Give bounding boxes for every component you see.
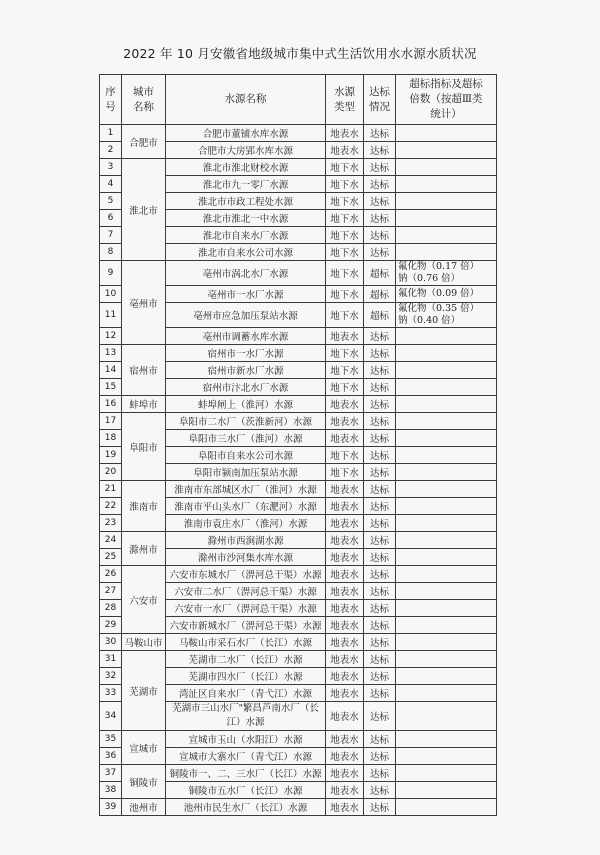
source-name: 淮南市平山头水厂（东淝河）水源 xyxy=(166,498,326,515)
exceedance-details xyxy=(396,702,497,731)
city-name: 淮北市 xyxy=(122,159,166,261)
source-name: 蚌埠闸上（淮河）水源 xyxy=(166,396,326,413)
table-row xyxy=(100,261,497,286)
compliance-status: 达标 xyxy=(364,210,396,227)
source-type: 地下水 xyxy=(326,447,364,464)
exceedance-details xyxy=(396,430,497,447)
exceedance-details xyxy=(396,765,497,782)
city-name: 蚌埠市 xyxy=(122,396,166,413)
compliance-status: 达标 xyxy=(364,430,396,447)
source-type: 地下水 xyxy=(326,345,364,362)
compliance-status: 达标 xyxy=(364,481,396,498)
row-number: 8 xyxy=(100,244,122,261)
source-name: 淮北市淮北财校水源 xyxy=(166,159,326,176)
row-number: 36 xyxy=(100,748,122,765)
row-number: 2 xyxy=(100,142,122,159)
source-name: 宿州市一水厂水源 xyxy=(166,345,326,362)
table-row xyxy=(100,651,497,668)
row-number: 30 xyxy=(100,634,122,651)
exceedance-details xyxy=(396,481,497,498)
compliance-status: 达标 xyxy=(364,617,396,634)
exceedance-details xyxy=(396,464,497,481)
row-number: 29 xyxy=(100,617,122,634)
exceedance-details xyxy=(396,176,497,193)
compliance-status: 达标 xyxy=(364,396,396,413)
source-type: 地下水 xyxy=(326,379,364,396)
row-number: 3 xyxy=(100,159,122,176)
source-name: 铜陵市五水厂（长江）水源 xyxy=(166,782,326,799)
row-number: 38 xyxy=(100,782,122,799)
source-name: 芜湖市二水厂（长江）水源 xyxy=(166,651,326,668)
table-row xyxy=(100,125,497,142)
compliance-status: 达标 xyxy=(364,702,396,731)
header-row xyxy=(100,75,497,125)
compliance-status: 达标 xyxy=(364,159,396,176)
exceedance-details xyxy=(396,142,497,159)
source-name: 六安市东城水厂（淠河总干渠）水源 xyxy=(166,566,326,583)
exceedance-details xyxy=(396,413,497,430)
source-type: 地表水 xyxy=(326,396,364,413)
table-row xyxy=(100,396,497,413)
compliance-status: 达标 xyxy=(364,685,396,702)
source-type: 地表水 xyxy=(326,748,364,765)
exceedance-details xyxy=(396,515,497,532)
row-number: 11 xyxy=(100,303,122,328)
compliance-status: 达标 xyxy=(364,176,396,193)
source-name: 淮北市市政工程处水源 xyxy=(166,193,326,210)
compliance-status: 超标 xyxy=(364,303,396,328)
row-number: 21 xyxy=(100,481,122,498)
source-type: 地表水 xyxy=(326,668,364,685)
exceedance-details xyxy=(396,617,497,634)
table-row xyxy=(100,159,497,176)
row-number: 34 xyxy=(100,702,122,731)
city-name: 宿州市 xyxy=(122,345,166,396)
source-name: 六安市一水厂（淠河总干渠）水源 xyxy=(166,600,326,617)
exceedance-details xyxy=(396,286,497,303)
row-number: 18 xyxy=(100,430,122,447)
compliance-status: 达标 xyxy=(364,142,396,159)
source-type: 地下水 xyxy=(326,176,364,193)
exceedance-details xyxy=(396,549,497,566)
compliance-status: 达标 xyxy=(364,634,396,651)
row-number: 39 xyxy=(100,799,122,816)
compliance-status: 达标 xyxy=(364,227,396,244)
header-index: 序 号 xyxy=(100,75,122,125)
source-type: 地下水 xyxy=(326,244,364,261)
source-name: 六安市新城水厂（淠河总干渠）水源 xyxy=(166,617,326,634)
row-number: 32 xyxy=(100,668,122,685)
source-type: 地表水 xyxy=(326,532,364,549)
source-name: 淮北市淮北一中水源 xyxy=(166,210,326,227)
table-row xyxy=(100,345,497,362)
exceedance-item: 氟化物（0.35 倍） xyxy=(398,303,480,314)
table-row xyxy=(100,799,497,816)
source-name: 阜阳市颍南加压泵站水源 xyxy=(166,464,326,481)
city-name: 池州市 xyxy=(122,799,166,816)
source-name: 淮南市东部城区水厂（淮河）水源 xyxy=(166,481,326,498)
row-number: 23 xyxy=(100,515,122,532)
row-number: 15 xyxy=(100,379,122,396)
compliance-status: 达标 xyxy=(364,328,396,345)
compliance-status: 达标 xyxy=(364,244,396,261)
row-number: 5 xyxy=(100,193,122,210)
compliance-status: 达标 xyxy=(364,668,396,685)
compliance-status: 超标 xyxy=(364,261,396,286)
compliance-status: 达标 xyxy=(364,651,396,668)
row-number: 4 xyxy=(100,176,122,193)
source-type: 地下水 xyxy=(326,464,364,481)
source-type: 地下水 xyxy=(326,261,364,286)
compliance-status: 达标 xyxy=(364,782,396,799)
source-type: 地下水 xyxy=(326,193,364,210)
exceedance-details xyxy=(396,227,497,244)
row-number: 17 xyxy=(100,413,122,430)
row-number: 35 xyxy=(100,731,122,748)
city-name: 铜陵市 xyxy=(122,765,166,799)
water-quality-table xyxy=(99,74,497,816)
source-type: 地下水 xyxy=(326,159,364,176)
row-number: 12 xyxy=(100,328,122,345)
source-name: 芜湖市三山水厂"繁昌芦南水厂（长江）水源 xyxy=(166,702,326,731)
exceedance-details xyxy=(396,193,497,210)
source-name: 淮北市九一零厂水源 xyxy=(166,176,326,193)
source-name: 阜阳市二水厂（茨淮新河）水源 xyxy=(166,413,326,430)
exceedance-details xyxy=(396,782,497,799)
compliance-status: 达标 xyxy=(364,379,396,396)
source-name: 宿州市新水厂水源 xyxy=(166,362,326,379)
source-type: 地表水 xyxy=(326,685,364,702)
source-type: 地表水 xyxy=(326,413,364,430)
row-number: 20 xyxy=(100,464,122,481)
row-number: 26 xyxy=(100,566,122,583)
compliance-status: 达标 xyxy=(364,362,396,379)
source-name: 亳州市一水厂水源 xyxy=(166,286,326,303)
source-type: 地下水 xyxy=(326,286,364,303)
exceedance-details xyxy=(396,379,497,396)
source-type: 地下水 xyxy=(326,210,364,227)
source-type: 地表水 xyxy=(326,566,364,583)
source-name: 铜陵市一、二、三水厂（长江）水源 xyxy=(166,765,326,782)
row-number: 25 xyxy=(100,549,122,566)
source-name: 淮南市袁庄水厂（淮河）水源 xyxy=(166,515,326,532)
header-city: 城市 名称 xyxy=(122,75,166,125)
row-number: 28 xyxy=(100,600,122,617)
source-name: 芜湖市四水厂（长江）水源 xyxy=(166,668,326,685)
row-number: 22 xyxy=(100,498,122,515)
compliance-status: 达标 xyxy=(364,731,396,748)
source-type: 地表水 xyxy=(326,600,364,617)
source-type: 地表水 xyxy=(326,799,364,816)
exceedance-item: 钠（0.76 倍） xyxy=(398,273,461,284)
table-row xyxy=(100,634,497,651)
city-name: 滁州市 xyxy=(122,532,166,566)
source-name: 亳州市涡北水厂水源 xyxy=(166,261,326,286)
source-type: 地表水 xyxy=(326,125,364,142)
compliance-status: 达标 xyxy=(364,447,396,464)
source-type: 地表水 xyxy=(326,651,364,668)
exceedance-details xyxy=(396,362,497,379)
exceedance-details xyxy=(396,396,497,413)
compliance-status: 达标 xyxy=(364,600,396,617)
compliance-status: 达标 xyxy=(364,193,396,210)
source-type: 地表水 xyxy=(326,515,364,532)
table-row xyxy=(100,765,497,782)
source-type: 地表水 xyxy=(326,142,364,159)
row-number: 31 xyxy=(100,651,122,668)
source-type: 地表水 xyxy=(326,765,364,782)
source-name: 合肥市董铺水库水源 xyxy=(166,125,326,142)
compliance-status: 达标 xyxy=(364,413,396,430)
source-name: 宿州市汴北水厂水源 xyxy=(166,379,326,396)
page-title: 2022 年 10 月安徽省地级城市集中式生活饮用水水源水质状况 xyxy=(123,46,477,61)
table-body xyxy=(100,125,497,816)
row-number: 24 xyxy=(100,532,122,549)
exceedance-details xyxy=(396,685,497,702)
table-row xyxy=(100,731,497,748)
exceedance-details xyxy=(396,583,497,600)
row-number: 33 xyxy=(100,685,122,702)
exceedance-details xyxy=(396,303,497,328)
source-type: 地表水 xyxy=(326,328,364,345)
source-type: 地表水 xyxy=(326,583,364,600)
source-name: 亳州市应急加压泵站水源 xyxy=(166,303,326,328)
city-name: 亳州市 xyxy=(122,261,166,345)
city-name: 阜阳市 xyxy=(122,413,166,481)
table-row xyxy=(100,532,497,549)
table-row xyxy=(100,566,497,583)
source-name: 宣城市玉山（水阳江）水源 xyxy=(166,731,326,748)
source-name: 六安市二水厂（淠河总干渠）水源 xyxy=(166,583,326,600)
header-source: 水源名称 xyxy=(166,75,326,125)
header-type: 水源 类型 xyxy=(326,75,364,125)
source-type: 地下水 xyxy=(326,362,364,379)
row-number: 9 xyxy=(100,261,122,286)
exceedance-item: 氟化物（0.17 倍） xyxy=(398,261,480,272)
source-type: 地表水 xyxy=(326,481,364,498)
compliance-status: 超标 xyxy=(364,286,396,303)
compliance-status: 达标 xyxy=(364,549,396,566)
city-name: 淮南市 xyxy=(122,481,166,532)
source-name: 合肥市大房郢水库水源 xyxy=(166,142,326,159)
source-name: 滁州市西涧湖水源 xyxy=(166,532,326,549)
exceedance-details xyxy=(396,634,497,651)
source-type: 地下水 xyxy=(326,227,364,244)
source-type: 地下水 xyxy=(326,303,364,328)
exceedance-details xyxy=(396,731,497,748)
exceedance-details xyxy=(396,328,497,345)
city-name: 宣城市 xyxy=(122,731,166,765)
compliance-status: 达标 xyxy=(364,515,396,532)
header-exceed: 超标指标及超标 倍数（按超Ⅲ类 统计） xyxy=(396,75,497,125)
exceedance-details xyxy=(396,261,497,286)
row-number: 27 xyxy=(100,583,122,600)
exceedance-details xyxy=(396,668,497,685)
row-number: 6 xyxy=(100,210,122,227)
exceedance-details xyxy=(396,345,497,362)
exceedance-details xyxy=(396,651,497,668)
row-number: 16 xyxy=(100,396,122,413)
city-name: 合肥市 xyxy=(122,125,166,159)
city-name: 芜湖市 xyxy=(122,651,166,731)
row-number: 14 xyxy=(100,362,122,379)
compliance-status: 达标 xyxy=(364,799,396,816)
source-type: 地表水 xyxy=(326,702,364,731)
city-name: 六安市 xyxy=(122,566,166,634)
source-type: 地表水 xyxy=(326,782,364,799)
source-name: 滁州市沙河集水库水源 xyxy=(166,549,326,566)
exceedance-item: 氟化物（0.09 倍） xyxy=(398,288,480,299)
exceedance-details xyxy=(396,244,497,261)
header-status: 达标 情况 xyxy=(364,75,396,125)
city-name: 马鞍山市 xyxy=(122,634,166,651)
exceedance-details xyxy=(396,600,497,617)
row-number: 13 xyxy=(100,345,122,362)
compliance-status: 达标 xyxy=(364,765,396,782)
exceedance-details xyxy=(396,748,497,765)
table-row xyxy=(100,481,497,498)
row-number: 37 xyxy=(100,765,122,782)
exceedance-details xyxy=(396,498,497,515)
exceedance-details xyxy=(396,125,497,142)
source-type: 地表水 xyxy=(326,430,364,447)
source-type: 地表水 xyxy=(326,634,364,651)
exceedance-item: 钠（0.40 倍） xyxy=(398,315,461,326)
source-name: 马鞍山市采石水厂（长江）水源 xyxy=(166,634,326,651)
source-name: 淮北市自来水厂水源 xyxy=(166,227,326,244)
row-number: 7 xyxy=(100,227,122,244)
compliance-status: 达标 xyxy=(364,566,396,583)
compliance-status: 达标 xyxy=(364,583,396,600)
compliance-status: 达标 xyxy=(364,532,396,549)
table-row xyxy=(100,413,497,430)
row-number: 1 xyxy=(100,125,122,142)
compliance-status: 达标 xyxy=(364,345,396,362)
compliance-status: 达标 xyxy=(364,125,396,142)
source-type: 地表水 xyxy=(326,617,364,634)
source-name: 宣城市大寨水厂（青弋江）水源 xyxy=(166,748,326,765)
source-type: 地表水 xyxy=(326,549,364,566)
source-name: 阜阳市三水厂（淮河）水源 xyxy=(166,430,326,447)
source-name: 淮北市自来水公司水源 xyxy=(166,244,326,261)
source-name: 阜阳市自来水公司水源 xyxy=(166,447,326,464)
compliance-status: 达标 xyxy=(364,498,396,515)
source-type: 地表水 xyxy=(326,731,364,748)
compliance-status: 达标 xyxy=(364,748,396,765)
row-number: 19 xyxy=(100,447,122,464)
row-number: 10 xyxy=(100,286,122,303)
exceedance-details xyxy=(396,159,497,176)
compliance-status: 达标 xyxy=(364,464,396,481)
exceedance-details xyxy=(396,566,497,583)
source-type: 地表水 xyxy=(326,498,364,515)
exceedance-details xyxy=(396,447,497,464)
exceedance-details xyxy=(396,799,497,816)
exceedance-details xyxy=(396,210,497,227)
source-name: 亳州市调蓄水库水源 xyxy=(166,328,326,345)
source-name: 池州市民生水厂（长江）水源 xyxy=(166,799,326,816)
exceedance-details xyxy=(396,532,497,549)
source-name: 湾沚区自来水厂（青弋江）水源 xyxy=(166,685,326,702)
